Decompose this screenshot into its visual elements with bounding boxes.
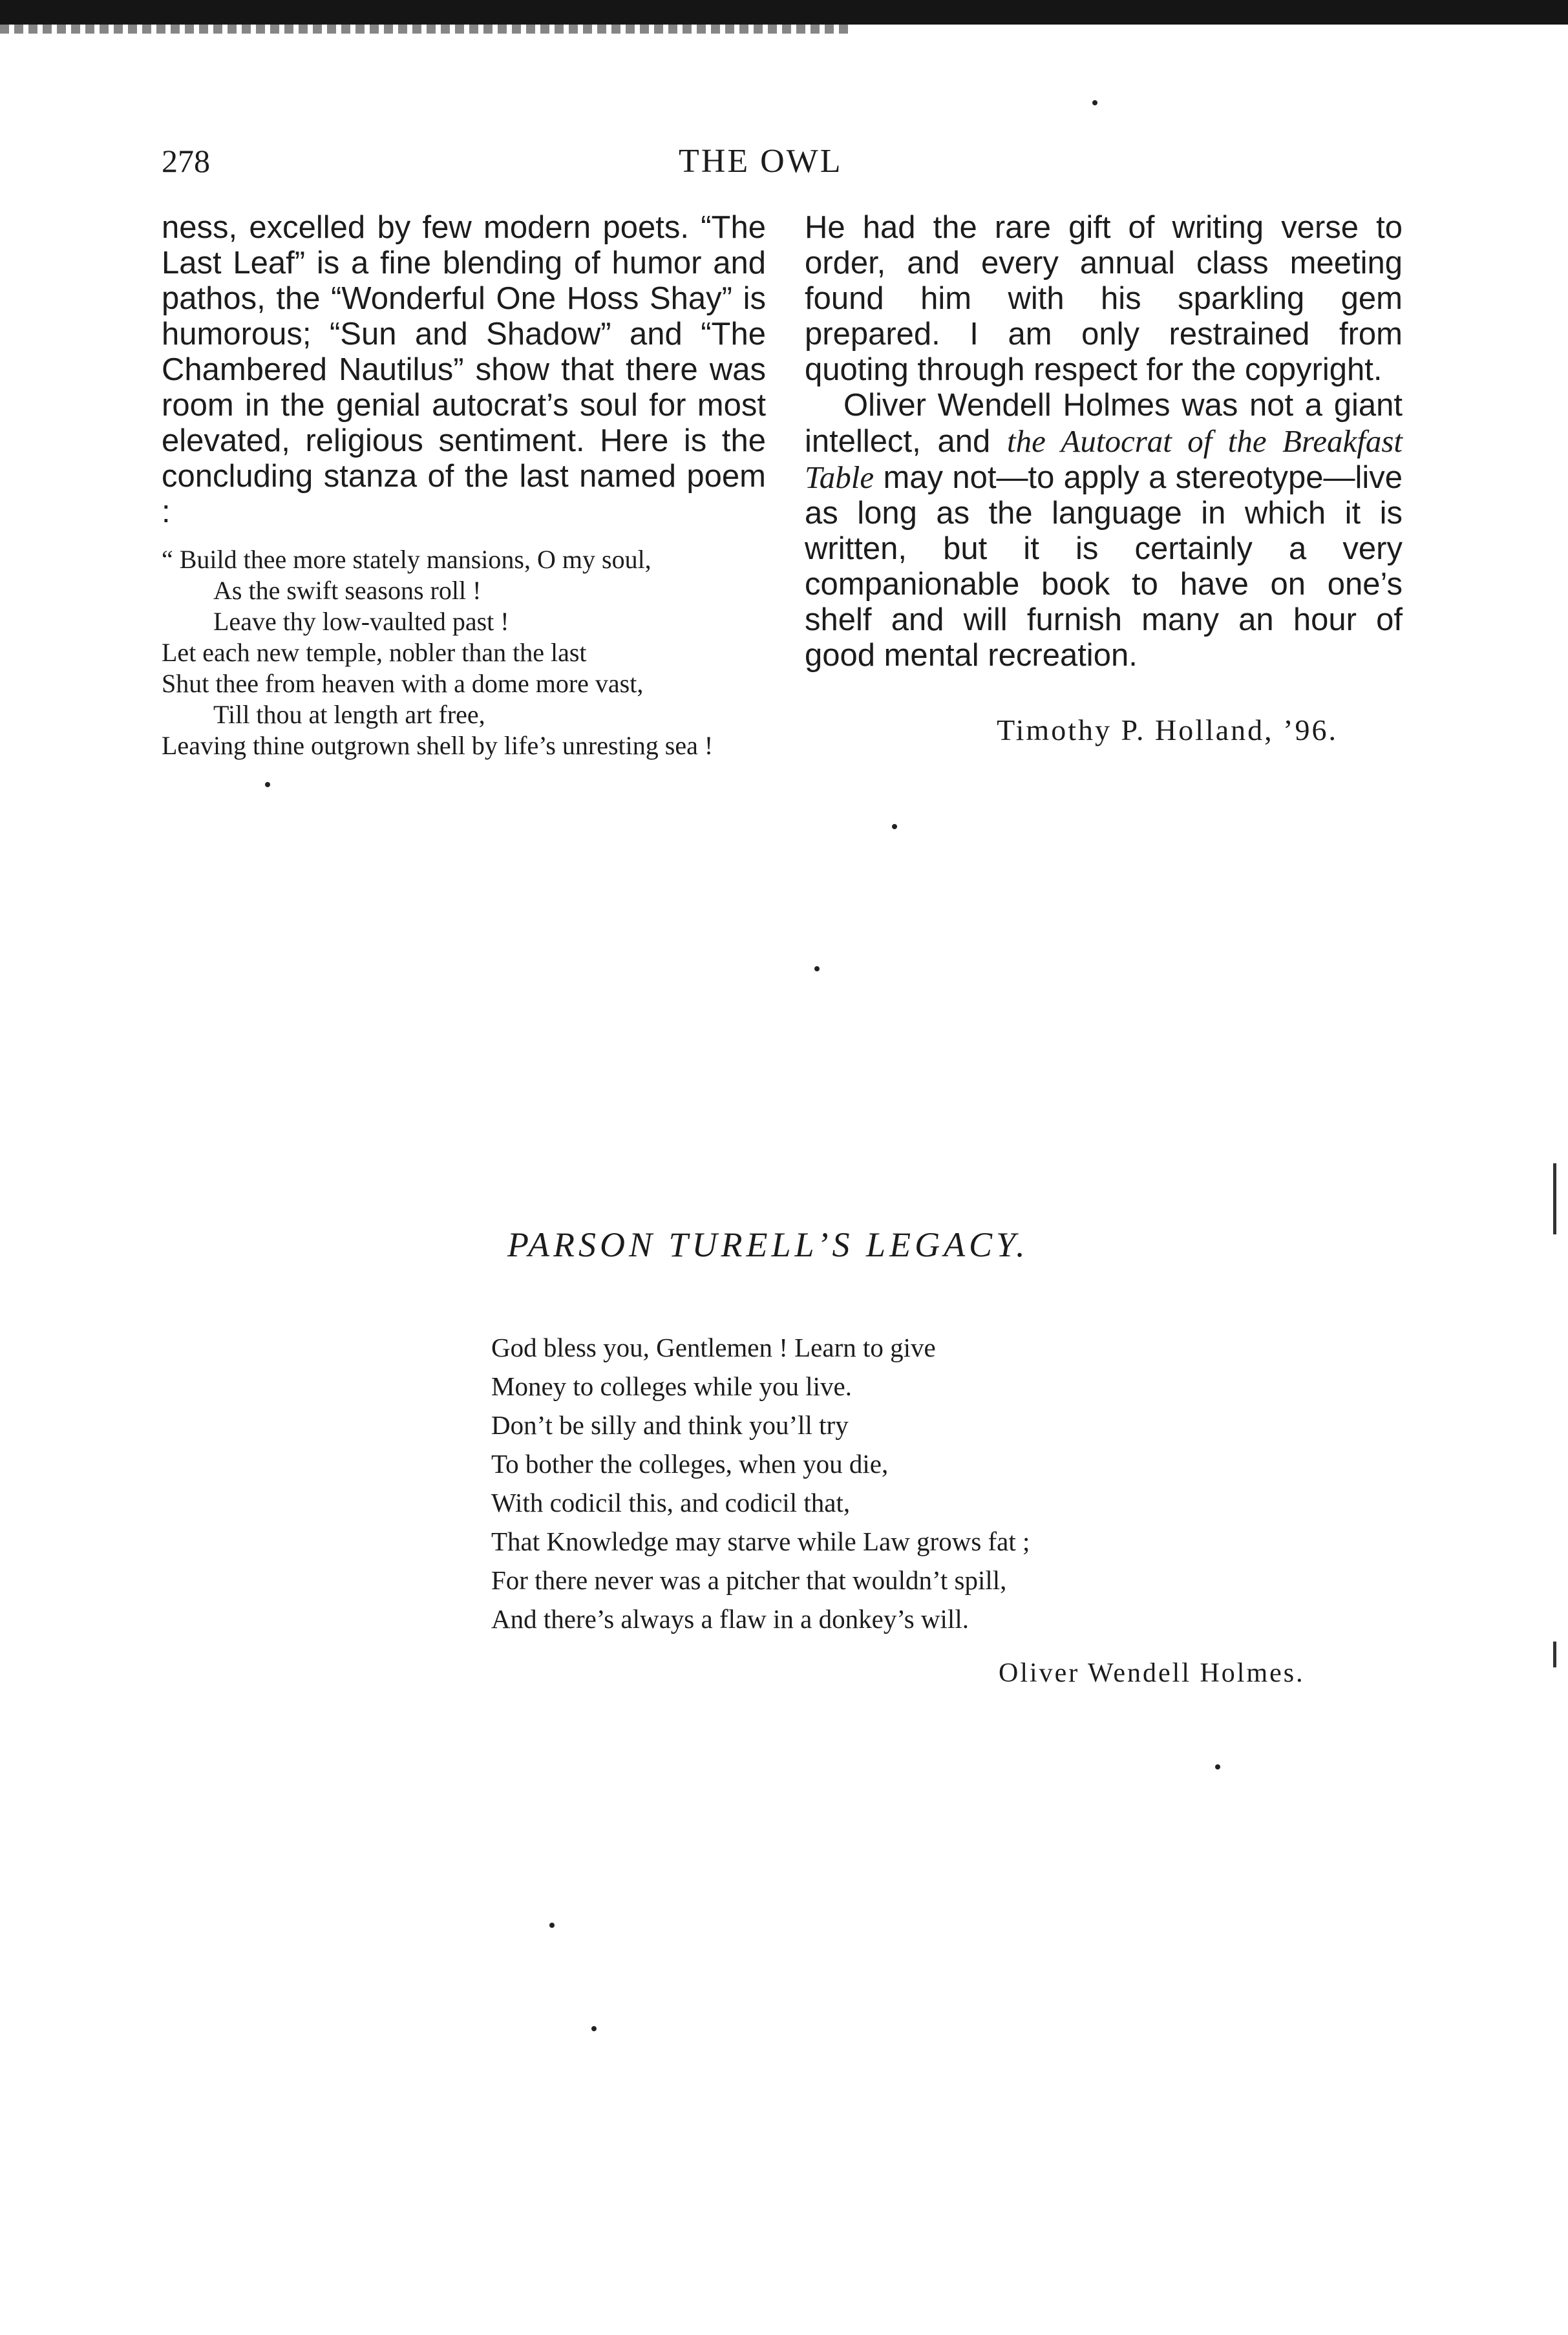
article-paragraph: ness, excelled by few modern poets. “The Last Leaf” is a fine blending of humor and pathos, the “Wonderful One Hoss Shay” is humorous; “Sun and Shadow” and “The Chambered Nautilus” show that there was room in the genial autocrat’s soul for most elevated, religious sentiment. Here is the concluding stanza of the last named poem : xyxy=(162,210,766,529)
quote-line: “ Build thee more stately mansions, O my soul, xyxy=(162,545,652,574)
poem-line: For there never was a pitcher that wouldn’t spill, xyxy=(491,1565,1007,1595)
poem-line: Money to colleges while you live. xyxy=(491,1371,852,1401)
article-paragraph: He had the rare gift of writing verse to order, and every annual class meeting found him with his sparkling gem prepared. I am only restrained from quoting through respect for the copyright. xyxy=(805,210,1403,387)
book-title: the Autocrat of the Breakfast Table xyxy=(805,423,1403,495)
scan-edge-mark xyxy=(1553,1642,1556,1667)
scan-edge-mark xyxy=(1553,1163,1556,1234)
quote-line: Shut thee from heaven with a dome more vast, xyxy=(162,669,644,698)
block-quote xyxy=(162,544,766,761)
page-header xyxy=(162,142,1454,194)
quote-line: Till thou at length art free, xyxy=(213,700,485,729)
article-paragraph xyxy=(805,388,1403,673)
journal-title: THE OWL xyxy=(679,143,843,180)
poem-line: With codicil this, and codicil that, xyxy=(491,1488,851,1517)
paragraph-text: Oliver Wendell Holmes was not a giant intellect, and xyxy=(805,388,1403,459)
poem-line: And there’s always a flaw in a donkey’s will. xyxy=(491,1604,969,1634)
scan-speck xyxy=(591,2026,597,2031)
scan-speck xyxy=(549,1923,555,1928)
scan-speck xyxy=(892,824,897,829)
quote-line: Leave thy low-vaulted past ! xyxy=(213,607,509,636)
scan-speck xyxy=(265,782,270,787)
left-column xyxy=(162,210,766,761)
top-scan-rule xyxy=(0,0,1568,25)
poem-line: God bless you, Gentlemen ! Learn to give xyxy=(491,1333,936,1362)
poem-line: To bother the colleges, when you die, xyxy=(491,1449,889,1479)
paragraph-text: may not—to apply a stereotype—live as long as the language in which it is written, but it is certainly a very companionable book to have on one’s shelf and will furnish many an hour of good mental recreation. xyxy=(805,460,1403,673)
quote-line: As the swift seasons roll ! xyxy=(213,576,482,605)
poem-title: PARSON TURELL’S LEGACY. xyxy=(507,1225,1029,1264)
poem-line: Don’t be silly and think you’ll try xyxy=(491,1410,849,1440)
quote-line: Leaving thine outgrown shell by life’s unresting sea ! xyxy=(162,731,714,760)
poem-line: That Knowledge may starve while Law grows fat ; xyxy=(491,1527,1030,1556)
scan-speck xyxy=(1092,100,1097,105)
page-number: 278 xyxy=(162,143,210,179)
scan-speck xyxy=(814,966,820,971)
quote-line: Let each new temple, nobler than the last xyxy=(162,638,587,667)
article-signature: Timothy P. Holland, ’96. xyxy=(997,713,1338,746)
poem-body xyxy=(491,1328,1030,1638)
scan-artifact-band xyxy=(0,25,853,34)
poem-attribution: Oliver Wendell Holmes. xyxy=(999,1658,1305,1688)
scan-speck xyxy=(1215,1764,1220,1770)
right-column xyxy=(805,210,1403,748)
